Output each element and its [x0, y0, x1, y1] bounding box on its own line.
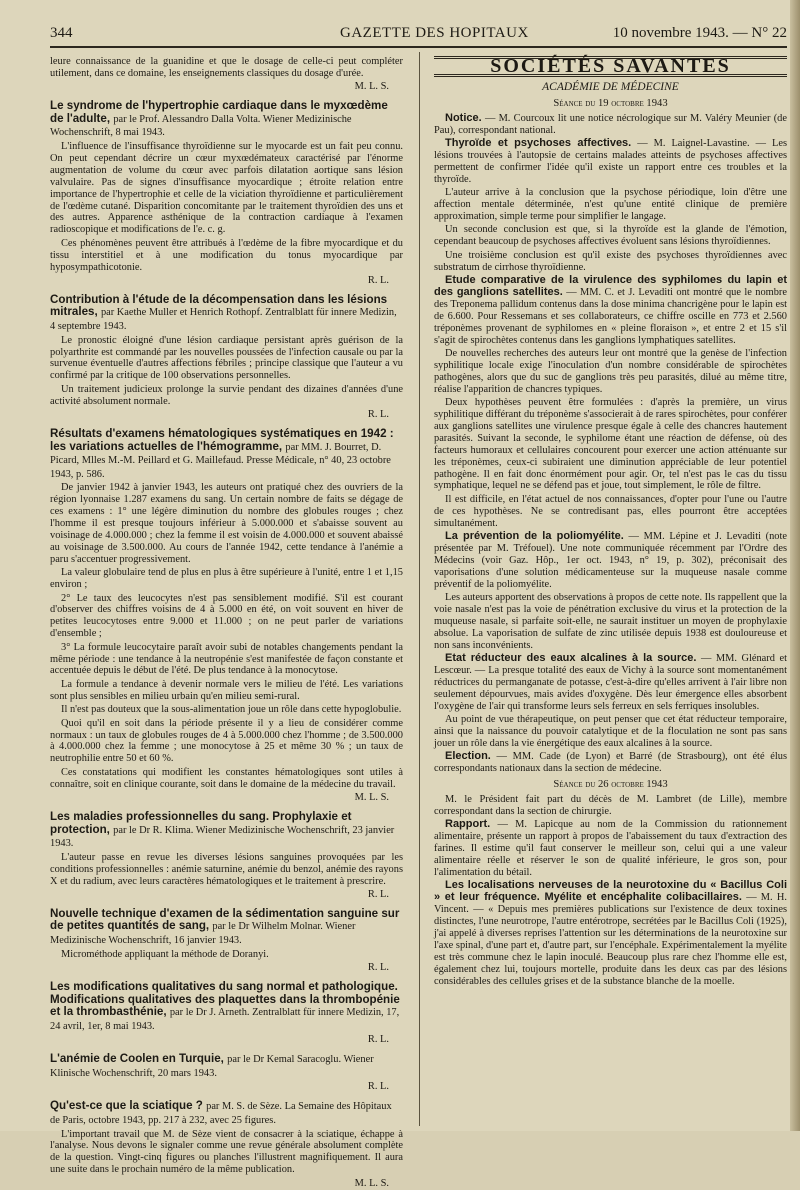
issue-date: 10 novembre 1943. — N° 22 — [612, 25, 787, 41]
academy-heading: ACADÉMIE DE MÉDECINE — [542, 80, 679, 93]
intro-paragraph: leure connaissance de la guanidine et que le dosage de celle-ci peut compléter utilement, dans ce domaine, les enseignements classiques du dosage d'urée. — [50, 56, 403, 79]
signature: R. L. — [367, 274, 389, 286]
article-title: Les maladies professionnelles du sang. Prophylaxie et protection, par le Dr R. Klima. Wiener Medizinische Wochenschrift, 23 janvier 1943. — [50, 809, 395, 850]
communication: Rapport. — M. Lapicque au nom de la Commission du rationnement alimentaire, présente un rapport à propos de l'abaissement du taux d'extraction des farines. Il estime qu'il faut conserver le meilleur son, celui qui a une valeur alimentaire réelle et réserver le son de qualité inférieure, le gros son, pour l'alimentation du bétail. — [434, 818, 787, 878]
communication: Les localisations nerveuses de la neurotoxine du « Bacillus Coli » et leur fréquence. Myélite et encéphalite colibacillaires. — M. H. Vincent. — « Depuis mes premières publications sur l'existence de deux toxines distinctes, l'une neurotrope, l'autre entérotrope, secrétées par le Bacillus Coli (1925), j'ai appelé à diverses reprises l'attention sur les déterminations de la neurotoxine sur l'axe spinal, d'une part et, d'autre part, sur l'encéphale. Expérimentalement la myélite est très commune chez le lapin inoculé. Beaucoup plus rare chez l'homme elle est, également chez lui, toujours mortelle, produite dans les deux cas par des lésions considérables des cellules grises et de la substance blanche de la moelle. — [434, 879, 787, 987]
article-paragraph: Microméthode appliquant la méthode de Doranyi. — [61, 948, 269, 960]
section-title: SOCIÉTÉS SAVANTES — [490, 55, 731, 77]
article-paragraph: L'influence de l'insuffisance thyroïdienne sur le myocarde est un fait peu connu. On peut cependant décrire un cœur myxœdémateux caractérisé par l'énorme augmentation de volume du cœur avec parfois dilatation aortique sans lésion valvulaire. Pas de signes d'insuffisance myocardique ; étroite relation entre importance de l'hypertrophie et celle de la viciation thyroïdienne et particulièrement de l'œdème cutané. Disparition concomitante par le traitement thyroïdien des uns et des autres. Apparence asthénique de la contraction cardiaque à l'examen radioscopique et modifications de l'e. c. g. — [50, 141, 403, 236]
article-title: Contribution à l'étude de la décompensation dans les lésions mitrales, par Kaethe Muller et Henrich Rothopf. Zentralblatt für innere Medizin, 4 septembre 1943. — [50, 292, 397, 333]
communication-paragraph: Il est difficile, en l'état actuel de nos connaissances, d'opter pour l'une ou l'autre de ces hypothèses. Ne se contredisant pas, elles pourront être acceptées simultanément. — [434, 493, 787, 529]
article-paragraph: Le pronostic éloigné d'une lésion cardiaque persistant après guérison de la polyarthrite est commandé par les nouvelles poussées de l'infection causale ou par la survenue éventuelle d'autres affections fébriles ; principe classique que l'auteur a vu confirmé par la critique de 100 observations personnelles. — [50, 334, 403, 382]
section-banner — [434, 56, 787, 77]
article-title: Le syndrome de l'hypertrophie cardiaque dans le myxœdème de l'adulte, par le Prof. Alessandro Dalla Volta. Wiener Medizinische Wochenschrift, 8 mai 1943. — [50, 99, 388, 139]
article-paragraph: 2° Le taux des leucocytes n'est pas sensiblement modifié. S'il est courant d'observer des chiffres voisins de 4 à 5.000 en été, on voit souvent en hiver de petites leucocytoses entre 9.000 et 11.000 ; on ne peut parler de variations d'ensemble ; — [50, 592, 403, 640]
signature: M. L. S. — [354, 792, 389, 804]
article-paragraph: Ces phénomènes peuvent être attribués à l'œdème de la fibre myocardique et du tissu interstitiel et à une modification du tonus myocardique par hyposympathicotonie. — [50, 237, 403, 273]
article-paragraph: Un traitement judicieux prolonge la survie pendant des dizaines d'années d'une activité absolument normale. — [50, 383, 403, 407]
communication-paragraph: Deux hypothèses peuvent être formulées : d'après la première, un virus syphilitique différant du tréponème s'associerait à de rares spirochètes, pour conférer aux ganglions satellites une virulence presque égale à celle des chancres hautement parasités. Suivant la seconde, le syphilome étant une réaction de défense, où des facteurs humoraux et cellulaires concourent pour exercer une action atténuante sur les tréponèmes, ceux-ci subiraient une diminution appréciable de leur potentiel pathogène. Il en fait donc énormément pour agir. Or, tel n'est pas le cas du tissu symphatique, lequel ne se défend pas et joue, tout simplement, le rôle de filtre. — [434, 397, 787, 492]
article-paragraph: Ces constatations qui modifient les constantes hématologiques sont utiles à connaître, soit en clinique courante, soit dans le domaine de la médecine du travail. — [50, 766, 403, 790]
signature: R. L. — [367, 962, 389, 974]
communication: Etude comparative de la virulence des syphilomes du lapin et des ganglions satellites. — MM. C. et J. Levaditi ont montré que le nombre des Treponema pallidum contenus dans la dose minima chancrigène pour le lapin est de 6.600. Pour Ressemans et ses collaborateurs, ce chiffre oscille en 773 et 2.560 tréponèmes provenant de syphilomes en « pleine floraison », et entre 2 et 15 s'il s'agit de spirochètes contenus dans les ganglions lymphatiques satellites. — [434, 274, 787, 346]
article-paragraph: La formule a tendance à devenir normale vers le milieu de l'été. Les variations sont plus sensibles en milieu urbain qu'en milieu semi-rural. — [50, 678, 403, 702]
communication: Notice. — M. Courcoux lit une notice nécrologique sur M. Valéry Meunier (de Pau), correspondant national. — [434, 111, 787, 136]
article-paragraph: La valeur globulaire tend de plus en plus à être supérieure à l'unité, entre 1 et 1,15 environ ; — [50, 567, 403, 591]
communication-paragraph: Une troisième conclusion est qu'il existe des psychoses thyroïdiennes avec substratum de cirrhose thyroïdienne. — [434, 249, 787, 273]
communication-paragraph: Les auteurs apportent des observations à propos de cette note. Ils rappellent que la voie nasale n'est pas la voie de pénétration exclusive du virus et la protection de la muqueuse nasale, si parfaite soit-elle, ne saurait instituer un moyen de prophylaxie absolue. La vaporisation de sulfate de zinc utilisée depuis 1938 est douloureuse et non sans inconvénients. — [434, 592, 787, 651]
communication-paragraph: M. le Président fait part du décès de M. Lambret (de Lille), membre correspondant dans la section de chirurgie. — [434, 794, 787, 817]
article-title: Qu'est-ce que la sciatique ? par M. S. de Sèze. La Semaine des Hôpitaux de Paris, octobre 1943, pp. 217 à 232, avec 25 figures. — [50, 1099, 392, 1126]
header-rule — [50, 46, 787, 48]
signature: M. L. S. — [354, 1177, 389, 1189]
article-paragraph: L'auteur passe en revue les diverses lésions sanguines provoquées par les conditions professionnelles : anémie saturnine, anémie du benzol, anémie des rayons X et du radium, avec leurs caractères hématologiques et le traitement à prescrire. — [50, 851, 403, 887]
page-number: 344 — [50, 25, 73, 41]
seance-heading: Séance du 26 octobre 1943 — [553, 779, 668, 791]
article-paragraph: L'important travail que M. de Sèze vient de consacrer à la sciatique, échappe à l'analyse. Nous devons le signaler comme une revue générale absolument complète de la question. Vingt-cinq figures ou planches l'illustrent magnifiquement. Il aura une suite dans le prochain numéro de la même publication. — [50, 1128, 403, 1176]
signature: M. L. S. — [354, 81, 389, 93]
page-header — [50, 22, 787, 44]
right-column — [434, 56, 787, 1126]
communication: Thyroïde et psychoses affectives. — M. Laignel-Lavastine. — Les lésions trouvées à l'autopsie de certains malades atteints de psychoses affectives permettent de confirmer l'idée qu'il existe un rapport entre ces troubles et la thyroïde. — [434, 137, 787, 185]
left-column — [50, 56, 403, 1189]
signature: R. L. — [367, 409, 389, 421]
communication-paragraph: De nouvelles recherches des auteurs leur ont montré que la genèse de l'infection syphilitique locale exige l'inoculation d'un nombre considérable de spirochètes pathogènes, alors que du suc de ganglions très peu parasités, dilué au même titre, réalise l'apparition de chancres typiques. — [434, 347, 787, 395]
article-paragraph: Il n'est pas douteux que la sous-alimentation joue un rôle dans cette hypoglobulie. — [61, 704, 402, 716]
article-title: L'anémie de Coolen en Turquie, par le Dr Kemal Saracoglu. Wiener Klinische Wochenschrift, 20 mars 1943. — [50, 1052, 374, 1079]
communication: Election. — MM. Cade (de Lyon) et Barré (de Strasbourg), ont été élus correspondants nationaux dans la section de médecine. — [434, 750, 787, 775]
journal-title: GAZETTE DES HOPITAUX — [340, 25, 529, 41]
communication-paragraph: L'auteur arrive à la conclusion que la psychose périodique, loin d'être une affection mentale déterminée, n'est qu'une entité clinique de première approximation, simple terme pour simplifier le langage. — [434, 187, 787, 222]
seance-heading: Séance du 19 octobre 1943 — [553, 97, 668, 109]
signature: R. L. — [367, 1081, 389, 1093]
article-title: Résultats d'examens hématologiques systématiques en 1942 : les variations actuelles de l'hémogramme, par MM. J. Bourret, D. Picard, Mlles M.-M. Peillard et G. Maillefaud. Presse Médicale, n° 40, 23 octobre 1943, p. 586. — [50, 427, 394, 480]
article-paragraph: Quoi qu'il en soit dans la période présente il y a lieu de considérer comme normaux : un taux de globules rouges de 4 à 5.000.000 chez l'homme ; de 3.500.000 à 4.000.000 chez la femme ; une monocytose à 25 et même 30 % ; un taux de neutrophilie entre 50 et 60 %. — [50, 717, 403, 765]
article-paragraph: De janvier 1942 à janvier 1943, les auteurs ont pratiqué chez des ouvriers de la région lyonnaise 1.287 examens du sang. Un certain nombre de faits se dégage de ces examens : 1° une légère diminution du nombre des globules rouges ; chez l'homme il est presque toujours inférieur à 5.000.000 et s'abaisse souvent au voisinage de 4.000.000 ; chez la femme il est voisin de 4.000.000 et souvent abaissé au voisinage de 3.500.000. Au cours de l'année 1942, cette tendance à l'anémie a paru s'accentuer progressivement. — [50, 482, 403, 565]
column-divider — [419, 52, 420, 1126]
communication: Etat réducteur des eaux alcalines à la source. — MM. Glénard et Lescœur. — La presque totalité des eaux de Vichy à la source sont momentanément réductrices du permanganate de potasse, c'est-à-dire qu'elles arrivent à l'air libre non seulement dépourvues, mais avides d'oxygène. Dès leur émergence elles absorbent l'oxygène de l'air qui transforme leurs sels ferreux en sels ferriques insolubles. — [434, 652, 787, 712]
communication: La prévention de la poliomyélite. — MM. Lépine et J. Levaditi (note présentée par M. Tréfouel). Une note communiquée récemment par l'Ordre des Médecins (voir Gaz. Hôp., 1er oct. 1943, n° 19, p. 302), préconisait des vaporisations d'une solution médicamenteuse sur la muqueuse nasale comme préventif de la poliomyélite. — [434, 530, 787, 590]
article-paragraph: 3° La formule leucocytaire paraît avoir subi de notables changements pendant la même période : une tendance à la neutropénie s'est manifestée de façon constante et accentuée depuis le début de l'été. De plus tendance à la monocytose. — [50, 641, 403, 677]
signature: R. L. — [367, 1034, 389, 1046]
signature: R. L. — [367, 888, 389, 900]
communication-paragraph: Un seconde conclusion est que, si la thyroïde est la glande de l'émotion, cependant beaucoup de psychoses affectives évoluent sans lésions thyroïdiennes. — [434, 224, 787, 248]
page-edge-shadow — [790, 0, 800, 1131]
article-title: Les modifications qualitatives du sang normal et pathologique. Modifications qualitatives des plaquettes dans la thrombopénie et la thrombasthénie, par le Dr J. Arneth. Zentralblatt für innere Medizin, 17, 24 avril, 1er, 8 mai 1943. — [50, 979, 400, 1032]
communication-paragraph: Au point de vue thérapeutique, on peut penser que cet état réducteur temporaire, ainsi que la naissance du pouvoir catalytique et de la floculation ne sont pas sans jouer un rôle dans la vie énergétique des eaux alcalines à la source. — [434, 714, 787, 749]
article-title: Nouvelle technique d'examen de la sédimentation sanguine sur de petites quantités de sang, par le Dr Wilhelm Molnar. Wiener Medizinische Wochenschrift, 16 janvier 1943. — [50, 906, 400, 947]
